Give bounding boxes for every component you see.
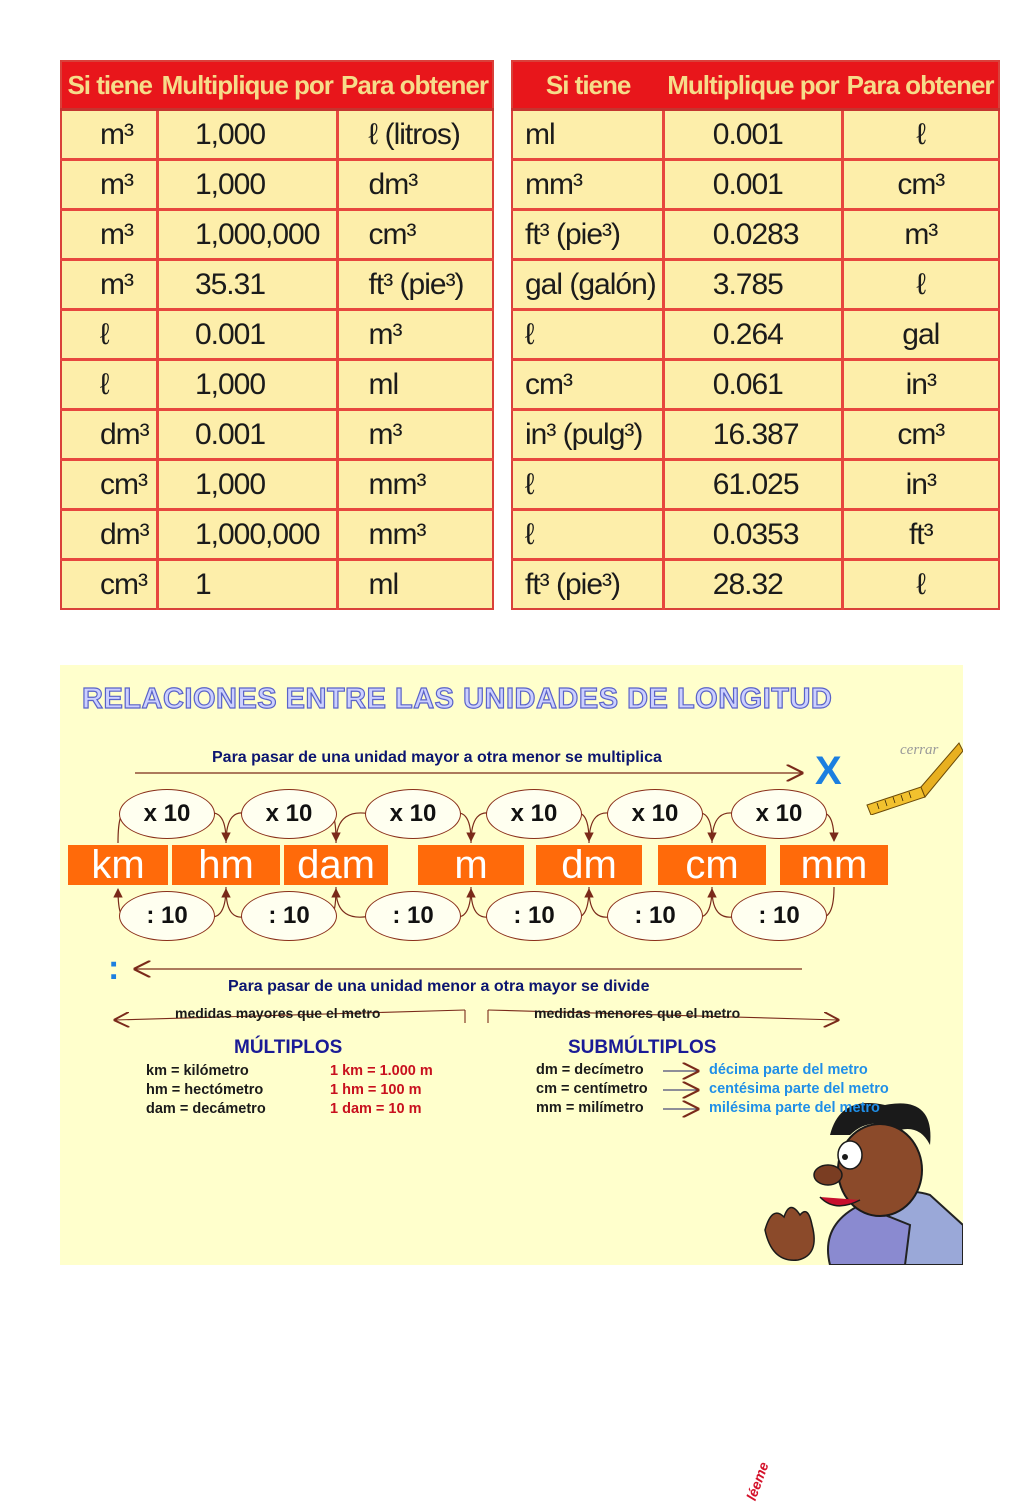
submultiple-name-dm: dm = decímetro — [536, 1062, 644, 1078]
cell-multiply: 1,000,000 — [157, 510, 337, 560]
cell-multiply: 1,000 — [157, 460, 337, 510]
divide-symbol: : — [108, 949, 120, 987]
cell-multiply: 1,000,000 — [157, 210, 337, 260]
cell-obtain: ml — [337, 360, 493, 410]
multiply-factor-bubble: x 10 — [119, 789, 215, 839]
table-row — [512, 110, 999, 160]
table-row — [61, 410, 493, 460]
unit-box-m: m — [418, 845, 524, 885]
cell-obtain: ft³ (pie³) — [337, 260, 493, 310]
length-units-panel — [60, 665, 963, 1502]
unit-box-km: km — [68, 845, 168, 885]
greater-units-label: medidas mayores que el metro — [175, 1005, 381, 1021]
cell-multiply: 0.001 — [663, 110, 842, 160]
table-row — [512, 410, 999, 460]
table-header-row — [512, 61, 999, 110]
cell-have: dm³ — [61, 410, 157, 460]
table-row — [61, 360, 493, 410]
unit-box-cm: cm — [658, 845, 766, 885]
smaller-units-label: medidas menores que el metro — [534, 1005, 741, 1021]
cell-multiply: 1 — [157, 560, 337, 610]
divide-caption: Para pasar de una unidad menor a otra mayor se divide — [228, 978, 650, 995]
cell-obtain: cm³ — [337, 210, 493, 260]
cell-obtain: ml — [368, 567, 399, 601]
cell-have: ℓ — [512, 460, 663, 510]
multiple-name-km: km = kilómetro — [146, 1063, 249, 1079]
table-row — [512, 160, 999, 210]
cell-multiply: 0.264 — [663, 310, 842, 360]
cell-have: cm³ — [61, 460, 157, 510]
cell-multiply: 0.001 — [663, 160, 842, 210]
cell-have: ℓ — [61, 360, 157, 410]
cell-have: m³ — [61, 210, 157, 260]
multiple-equivalence-dam: 1 dam = 10 m — [330, 1101, 422, 1117]
cell-multiply: 35.31 — [157, 260, 337, 310]
table-row — [61, 110, 493, 160]
multiply-factor-bubble: x 10 — [731, 789, 827, 839]
cell-have: mm³ — [512, 160, 663, 210]
volume-conversion-table-right — [511, 60, 1000, 610]
cell-multiply: 0.061 — [663, 360, 842, 410]
cell-obtain: ℓ — [916, 567, 926, 601]
cell-multiply: 1,000 — [157, 160, 337, 210]
cell-obtain: dm³ — [337, 160, 493, 210]
table-row — [512, 310, 999, 360]
multiple-name-dam: dam = decámetro — [146, 1101, 266, 1117]
submultiple-description-cm: centésima parte del metro — [709, 1081, 889, 1097]
table-header-row — [61, 61, 493, 110]
cell-multiply: 3.785 — [663, 260, 842, 310]
cell-have: m³ — [61, 110, 157, 160]
cell-multiply: 0.0353 — [663, 510, 842, 560]
cell-multiply: 1,000 — [157, 360, 337, 410]
multiples-heading: MÚLTIPLOS — [234, 1037, 343, 1058]
table-row — [512, 460, 999, 510]
table-row — [61, 460, 493, 510]
cell-have: m³ — [61, 260, 157, 310]
column-header-obtain: Para obtener — [843, 61, 999, 110]
column-header-multiply: Multiplique por — [663, 61, 842, 110]
divide-factor-bubble: : 10 — [241, 891, 337, 941]
column-header-have: Si tiene — [61, 61, 157, 110]
multiply-factor-bubble: x 10 — [607, 789, 703, 839]
multiple-equivalence-hm: 1 hm = 100 m — [330, 1082, 422, 1098]
cell-multiply: 1,000 — [157, 110, 337, 160]
cell-have: ℓ — [512, 310, 663, 360]
column-header-obtain: Para obtener — [337, 61, 493, 110]
cell-have: ℓ — [512, 510, 663, 560]
table-row — [512, 210, 999, 260]
divide-factor-bubble: : 10 — [365, 891, 461, 941]
panel-title: RELACIONES ENTRE LAS UNIDADES DE LONGITUD — [82, 683, 833, 715]
multiply-caption: Para pasar de una unidad mayor a otra menor se multiplica — [212, 749, 662, 766]
cell-obtain: ft³ — [843, 510, 999, 560]
table-row — [512, 360, 999, 410]
cell-obtain: m³ — [337, 310, 493, 360]
divide-factor-bubble: : 10 — [731, 891, 827, 941]
cell-have: cm³ — [61, 560, 157, 610]
cell-have: in³ (pulg³) — [512, 410, 663, 460]
multiply-factor-bubble: x 10 — [241, 789, 337, 839]
cell-multiply: 0.0283 — [663, 210, 842, 260]
cell-multiply: 0.001 — [157, 310, 337, 360]
cell-multiply: 0.001 — [157, 410, 337, 460]
cell-obtain: mm³ — [337, 510, 493, 560]
multiple-equivalence-km: 1 km = 1.000 m — [330, 1063, 433, 1079]
cell-obtain: ℓ (litros) — [337, 110, 493, 160]
read-me-label[interactable]: léeme — [743, 1459, 772, 1502]
multiply-factor-bubble: x 10 — [365, 789, 461, 839]
table-row — [61, 560, 493, 610]
cell-obtain: m³ — [843, 210, 999, 260]
unit-box-dm: dm — [536, 845, 642, 885]
table-row — [512, 560, 999, 610]
unit-box-dam: dam — [284, 845, 388, 885]
cell-have: dm³ — [61, 510, 157, 560]
submultiple-description-mm: milésima parte del metro — [709, 1100, 880, 1116]
submultiple-description-dm: décima parte del metro — [709, 1062, 868, 1078]
cell-have: ft³ (pie³) — [512, 560, 663, 610]
column-header-have: Si tiene — [512, 61, 663, 110]
cell-obtain: in³ — [843, 460, 999, 510]
table-row — [61, 310, 493, 360]
cell-have: cm³ — [512, 360, 663, 410]
cell-obtain: gal — [843, 310, 999, 360]
cell-obtain: mm³ — [337, 460, 493, 510]
submultiple-name-mm: mm = milímetro — [536, 1100, 644, 1116]
cartoon-character-illustration — [765, 1103, 963, 1265]
table-row — [61, 210, 493, 260]
cell-have: ℓ — [61, 310, 157, 360]
cell-have: gal (galón) — [512, 260, 663, 310]
unit-box-mm: mm — [780, 845, 888, 885]
table-row — [61, 260, 493, 310]
volume-conversion-table-left — [60, 60, 494, 610]
cell-multiply: 28.32 — [663, 560, 842, 610]
cell-have: ml — [512, 110, 663, 160]
table-row — [512, 510, 999, 560]
cell-obtain: ℓ — [843, 260, 999, 310]
cell-obtain: ℓ — [843, 110, 999, 160]
cell-multiply: 16.387 — [663, 410, 842, 460]
table-row — [61, 510, 493, 560]
table-row — [61, 160, 493, 210]
submultiple-name-cm: cm = centímetro — [536, 1081, 648, 1097]
cell-have: ft³ (pie³) — [512, 210, 663, 260]
folding-ruler-icon — [863, 735, 963, 815]
table-row — [512, 260, 999, 310]
multiply-factor-bubble: x 10 — [486, 789, 582, 839]
cell-obtain: cm³ — [843, 410, 999, 460]
divide-factor-bubble: : 10 — [607, 891, 703, 941]
cell-have: m³ — [61, 160, 157, 210]
column-header-multiply: Multiplique por — [157, 61, 337, 110]
unit-box-hm: hm — [172, 845, 280, 885]
divide-factor-bubble: : 10 — [486, 891, 582, 941]
cell-obtain: cm³ — [843, 160, 999, 210]
multiply-symbol: X — [815, 749, 842, 793]
multiple-name-hm: hm = hectómetro — [146, 1082, 264, 1098]
close-link[interactable]: cerrar — [900, 742, 939, 758]
cell-obtain: m³ — [337, 410, 493, 460]
cell-obtain: in³ — [843, 360, 999, 410]
divide-factor-bubble: : 10 — [119, 891, 215, 941]
cell-multiply: 61.025 — [663, 460, 842, 510]
submultiples-heading: SUBMÚLTIPLOS — [568, 1037, 717, 1058]
